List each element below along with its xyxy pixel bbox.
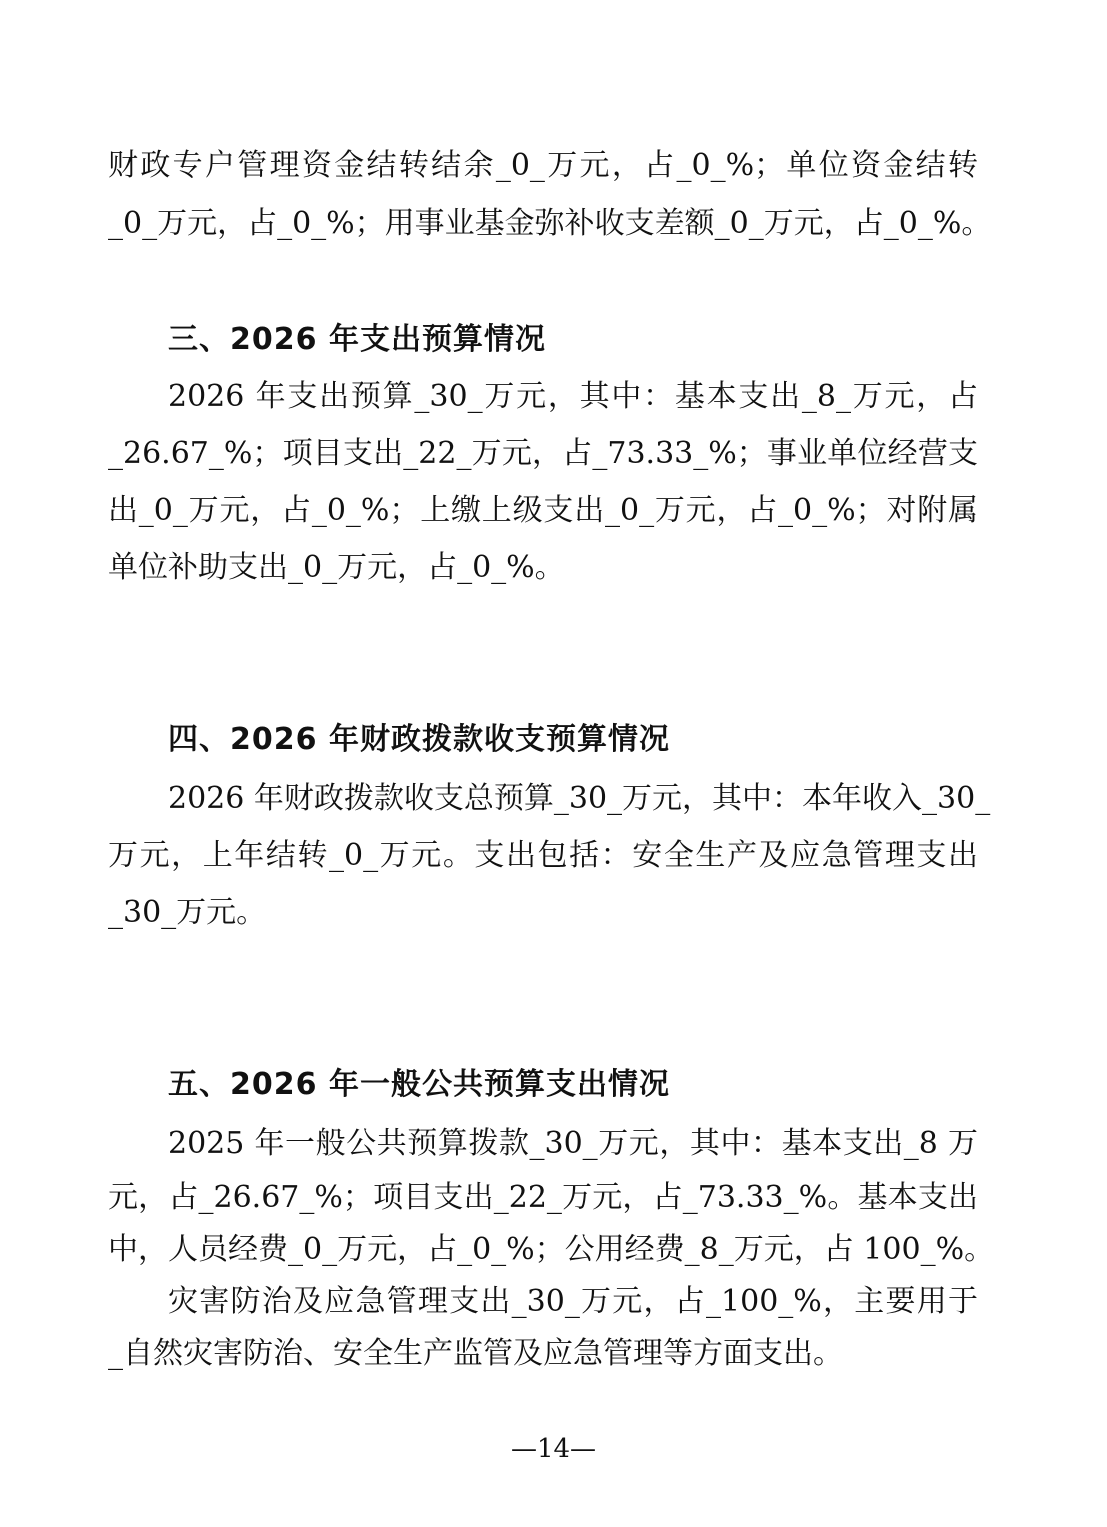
paragraph-line: [108, 1334, 978, 1374]
section-heading-3: 三、2026 年支出预算情况: [168, 322, 546, 357]
paragraph-line: [168, 1282, 978, 1322]
paragraph-text: 万元，上年结转_0_万元。支出包括：安全生产及应急管理支出: [108, 838, 978, 873]
paragraph-line: [108, 548, 978, 588]
paragraph-line: [108, 1178, 978, 1218]
paragraph-text: 2026 年财政拨款收支总预算_30_万元，其中：本年收入_30_: [168, 781, 991, 816]
paragraph-text: 出_0_万元，占_0_%；上缴上级支出_0_万元，占_0_%；对附属: [108, 493, 978, 528]
paragraph-text: 财政专户管理资金结转结余_0_万元，占_0_%；单位资金结转: [108, 148, 978, 183]
paragraph-line: [108, 836, 978, 876]
paragraph-text: _自然灾害防治、安全生产监管及应急管理等方面支出。: [108, 1336, 843, 1371]
paragraph-line: [108, 434, 978, 474]
paragraph-line: [168, 779, 991, 819]
paragraph-text: 中，人员经费_0_万元，占_0_%；公用经费_8_万元，占 100_%。: [108, 1232, 995, 1267]
paragraph-text: 单位补助支出_0_万元，占_0_%。: [108, 550, 565, 585]
paragraph-text: 2025 年一般公共预算拨款_30_万元，其中：基本支出_8 万: [168, 1126, 978, 1161]
section-heading-5: 五、2026 年一般公共预算支出情况: [168, 1067, 670, 1102]
paragraph-text: 灾害防治及应急管理支出_30_万元，占_100_%，主要用于: [168, 1284, 978, 1319]
paragraph-line: [108, 491, 978, 531]
section-heading-4: 四、2026 年财政拨款收支预算情况: [168, 722, 670, 757]
paragraph-text: _26.67_%；项目支出_22_万元，占_73.33_%；事业单位经营支: [108, 436, 978, 471]
paragraph-text: _30_万元。: [108, 895, 267, 930]
page-number: —14—: [510, 1434, 597, 1464]
paragraph-line: [108, 893, 978, 933]
paragraph-text: 2026 年支出预算_30_万元，其中：基本支出_8_万元，占: [168, 379, 978, 414]
paragraph-text: 元，占_26.67_%；项目支出_22_万元，占_73.33_%。基本支出: [108, 1180, 978, 1215]
paragraph-line: [108, 204, 992, 244]
paragraph-line: [108, 1230, 995, 1270]
paragraph-line: [168, 377, 978, 417]
paragraph-line: [168, 1124, 978, 1164]
paragraph-text: _0_万元，占_0_%；用事业基金弥补收支差额_0_万元，占_0_%。: [108, 206, 992, 241]
paragraph-line: [108, 146, 978, 186]
